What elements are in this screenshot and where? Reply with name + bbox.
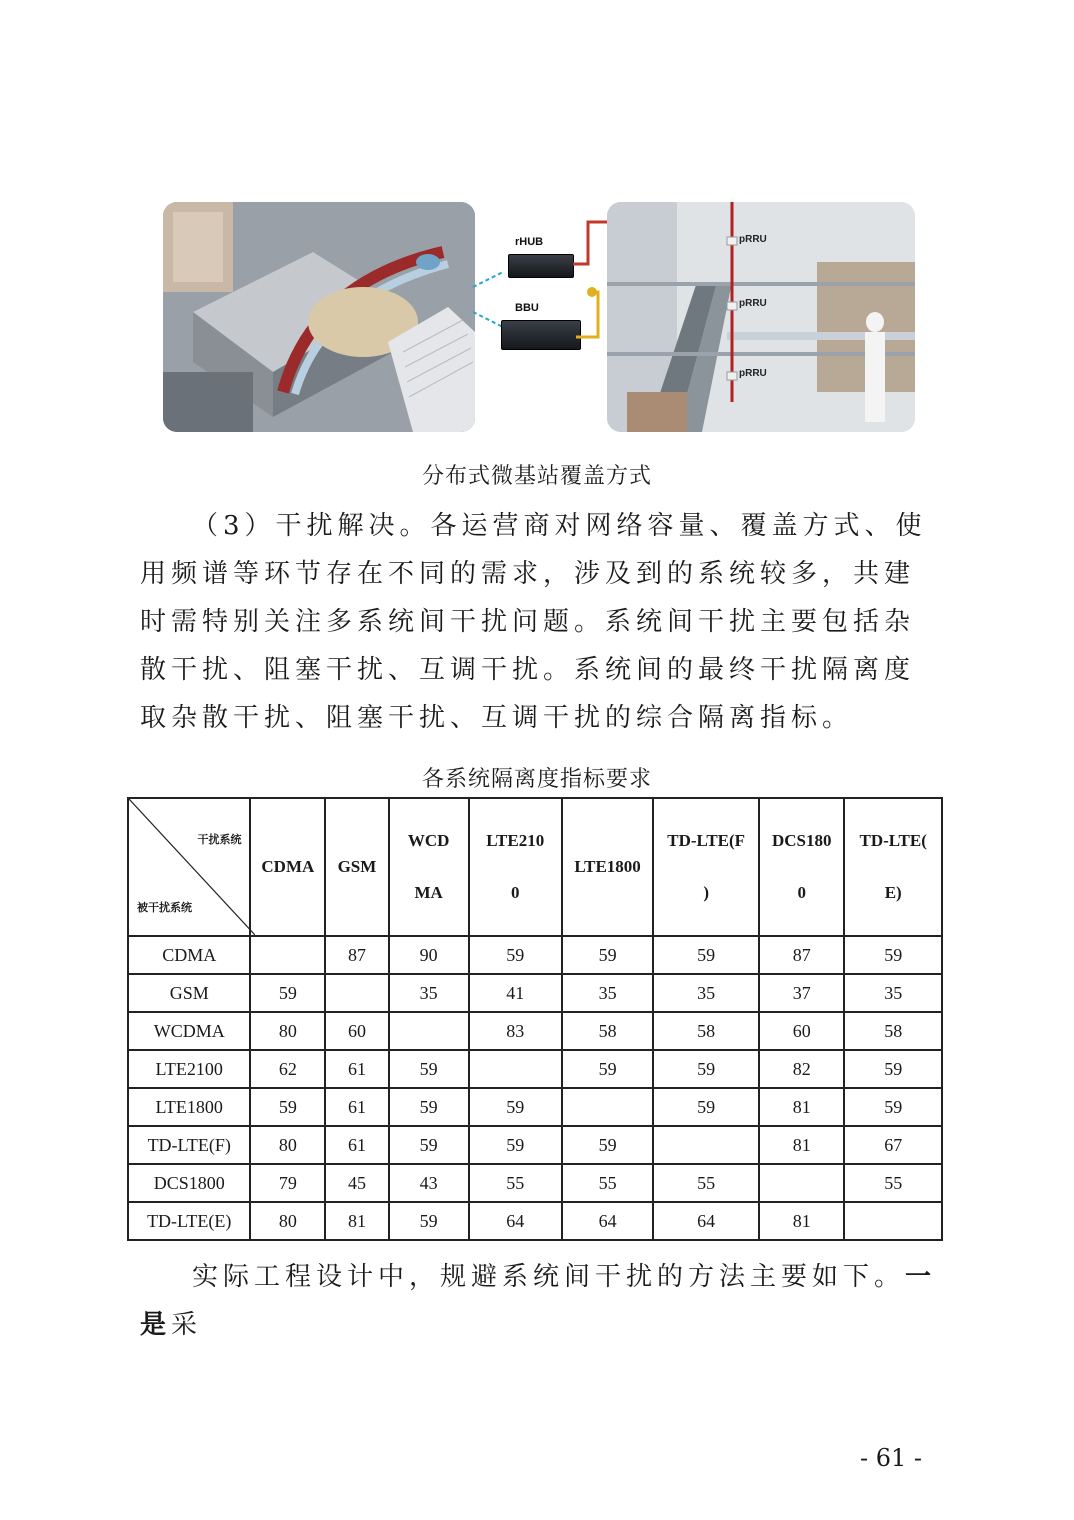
table-cell: 81 <box>325 1202 388 1240</box>
table-cell: 59 <box>250 1088 325 1126</box>
table-cell <box>250 936 325 974</box>
column-header <box>562 798 653 936</box>
column-header <box>250 798 325 936</box>
table-cell: 59 <box>844 936 942 974</box>
row-header-cell: CDMA <box>128 936 250 974</box>
table-row <box>128 1088 942 1126</box>
table-cell: 67 <box>844 1126 942 1164</box>
column-header <box>325 798 388 936</box>
table-cell: 55 <box>653 1164 759 1202</box>
table-cell: 59 <box>653 936 759 974</box>
table-cell: 59 <box>389 1050 469 1088</box>
column-header-line: 0 <box>510 883 520 902</box>
row-header-cell: WCDMA <box>128 1012 250 1050</box>
column-header <box>653 798 759 936</box>
table-cell: 59 <box>562 1126 653 1164</box>
table-cell <box>325 974 388 1012</box>
row-header-cell: GSM <box>128 974 250 1012</box>
column-header-line: TD-LTE( <box>859 831 927 850</box>
table-cell: 35 <box>562 974 653 1012</box>
column-header <box>759 798 844 936</box>
bbu-label: BBU <box>515 302 539 314</box>
column-header <box>469 798 562 936</box>
column-header-line: WCD <box>407 831 450 850</box>
table-cell: 81 <box>759 1126 844 1164</box>
table-cell: 45 <box>325 1164 388 1202</box>
table-cell: 87 <box>325 936 388 974</box>
table-cell: 59 <box>389 1202 469 1240</box>
table-cell: 59 <box>562 936 653 974</box>
row-header-cell: DCS1800 <box>128 1164 250 1202</box>
table-cell: 80 <box>250 1012 325 1050</box>
table-cell <box>759 1164 844 1202</box>
table-cell: 61 <box>325 1050 388 1088</box>
column-header-line: E) <box>884 883 902 902</box>
table-cell: 59 <box>469 1126 562 1164</box>
prru-label-3: pRRU <box>739 368 767 379</box>
table-cell: 59 <box>653 1050 759 1088</box>
table-cell: 60 <box>759 1012 844 1050</box>
table-title: 各系统隔离度指标要求 <box>421 767 652 792</box>
mall-interior-image <box>607 202 915 432</box>
column-header <box>389 798 469 936</box>
column-header-line: DCS180 <box>771 831 832 850</box>
table-cell <box>844 1202 942 1240</box>
interfering-system-label: 干扰系统 <box>197 834 242 846</box>
table-cell: 41 <box>469 974 562 1012</box>
table-cell: 80 <box>250 1126 325 1164</box>
table-cell: 90 <box>389 936 469 974</box>
table-cell: 59 <box>469 1088 562 1126</box>
closing-text: 实际工程设计中，规避系统间干扰的方法主要如下。 <box>192 1262 906 1292</box>
column-header-line: LTE210 <box>486 831 545 850</box>
closing-tail: 采 <box>171 1310 203 1340</box>
table-cell: 55 <box>562 1164 653 1202</box>
table-cell: 55 <box>844 1164 942 1202</box>
table-cell <box>389 1012 469 1050</box>
table-cell <box>562 1088 653 1126</box>
row-header-cell: TD-LTE(E) <box>128 1202 250 1240</box>
table-cell: 59 <box>653 1088 759 1126</box>
table-cell: 58 <box>653 1012 759 1050</box>
column-header-line: TD-LTE(F <box>667 831 746 850</box>
table-cell: 35 <box>653 974 759 1012</box>
table-cell: 87 <box>759 936 844 974</box>
table-cell: 55 <box>469 1164 562 1202</box>
row-header-cell: LTE2100 <box>128 1050 250 1088</box>
column-header-line: 0 <box>797 883 806 902</box>
table-cell: 79 <box>250 1164 325 1202</box>
table-cell: 64 <box>653 1202 759 1240</box>
paragraph-text: （3）干扰解决。各运营商对网络容量、覆盖方式、使用频谱等环节存在不同的需求，涉及到的系统较多，共建时需特别关注多系统间干扰问题。系统间干扰主要包括杂散干扰、阻塞干扰、互调干扰。系统间的最终干扰隔离度取杂散干扰、阻塞干扰、互调干扰的综合隔离指标。 <box>140 511 927 733</box>
table-row <box>128 936 942 974</box>
table-row <box>128 1202 942 1240</box>
table-cell: 62 <box>250 1050 325 1088</box>
table-cell: 61 <box>325 1088 388 1126</box>
table-cell: 81 <box>759 1202 844 1240</box>
table-cell: 60 <box>325 1012 388 1050</box>
corner-header-cell <box>128 798 250 936</box>
interfered-system-label: 被干扰系统 <box>137 902 192 914</box>
column-header-line: ) <box>703 883 710 902</box>
table-cell: 59 <box>844 1088 942 1126</box>
table-row <box>128 1164 942 1202</box>
table-cell: 59 <box>389 1126 469 1164</box>
table-cell: 64 <box>469 1202 562 1240</box>
column-header-line: MA <box>414 883 443 902</box>
table-row <box>128 1126 942 1164</box>
row-header-cell: LTE1800 <box>128 1088 250 1126</box>
closing-paragraph <box>140 1253 940 1349</box>
table-cell: 59 <box>469 936 562 974</box>
table-cell: 58 <box>844 1012 942 1050</box>
table-cell: 35 <box>389 974 469 1012</box>
table-row <box>128 1050 942 1088</box>
column-header-line: CDMA <box>261 857 315 876</box>
table-cell: 61 <box>325 1126 388 1164</box>
page-number: - 61 - <box>860 1444 923 1472</box>
table-cell <box>653 1126 759 1164</box>
table-cell: 59 <box>250 974 325 1012</box>
table-cell: 59 <box>844 1050 942 1088</box>
table-cell: 59 <box>389 1088 469 1126</box>
table-header-row <box>128 798 942 936</box>
rhub-label: rHUB <box>515 236 544 248</box>
table-cell: 64 <box>562 1202 653 1240</box>
table-cell: 58 <box>562 1012 653 1050</box>
table-cell: 37 <box>759 974 844 1012</box>
body-paragraph <box>140 502 940 742</box>
table-cell: 59 <box>562 1050 653 1088</box>
table-cell: 83 <box>469 1012 562 1050</box>
building-aerial-image <box>163 202 475 432</box>
table-cell: 82 <box>759 1050 844 1088</box>
closing-bold: 一是 <box>140 1262 937 1340</box>
isolation-table <box>127 797 943 1241</box>
row-header-cell: TD-LTE(F) <box>128 1126 250 1164</box>
figure-caption: 分布式微基站覆盖方式 <box>421 464 652 489</box>
rhub-device <box>508 254 574 278</box>
table-cell <box>469 1050 562 1088</box>
table-row <box>128 1012 942 1050</box>
table-cell: 80 <box>250 1202 325 1240</box>
distributed-small-cell-figure <box>163 202 915 434</box>
column-header-line: GSM <box>337 857 377 876</box>
prru-label-2: pRRU <box>739 298 767 309</box>
prru-label-1: pRRU <box>739 234 767 245</box>
table-cell: 35 <box>844 974 942 1012</box>
column-header-line: LTE1800 <box>574 857 641 876</box>
column-header <box>844 798 942 936</box>
table-cell: 81 <box>759 1088 844 1126</box>
table-row <box>128 974 942 1012</box>
table-cell: 43 <box>389 1164 469 1202</box>
